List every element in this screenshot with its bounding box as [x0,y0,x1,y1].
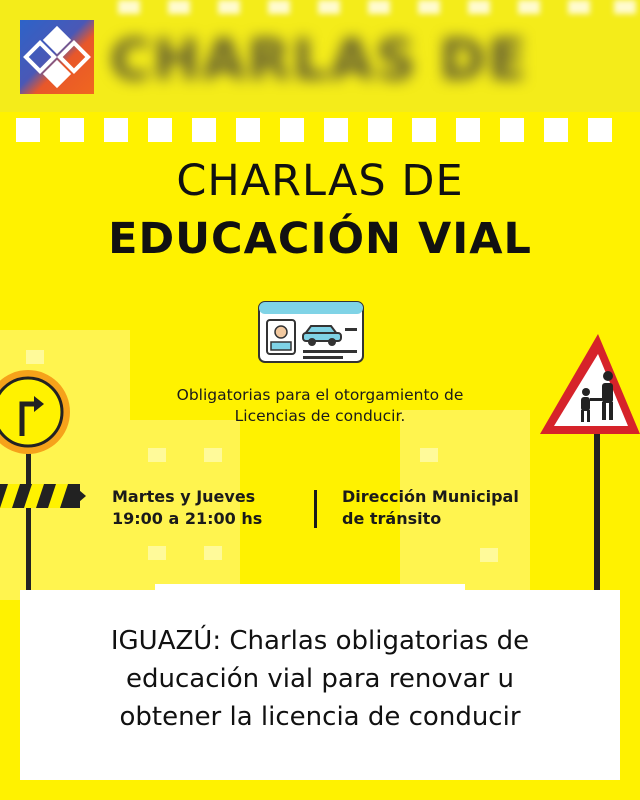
schedule-block [112,486,302,530]
poster-title-line1: CHARLAS DE [176,156,464,206]
background-window [480,548,498,562]
top-lights [0,0,640,20]
subtitle-line2: Licencias de conducir. [234,407,406,425]
turn-right-arrow-sign-icon [0,368,88,598]
background-window [26,350,44,364]
blurred-title: CHARLAS DE [110,28,529,93]
schedule-days: Martes y Jueves [112,487,256,506]
poster-title-line2: EDUCACIÓN VIAL [108,214,532,264]
location-line2: de tránsito [342,509,442,528]
caption-headline [34,622,606,736]
license-card-icon [257,300,365,364]
film-strip-border [0,112,640,148]
background-window [420,448,438,462]
background-window [148,546,166,560]
poster-subtitle [100,385,540,427]
subtitle-line1: Obligatorias para el otorgamiento de [176,386,464,404]
pedestrian-warning-sign-icon [536,332,640,592]
blurred-header [0,0,640,112]
schedule-hours: 19:00 a 21:00 hs [112,509,263,528]
caption-line3: obtener la licencia de conducir [119,702,521,732]
schedule-divider [314,490,317,528]
publisher-logo-icon [20,20,94,94]
background-window [204,448,222,462]
location-line1: Dirección Municipal [342,487,519,506]
barrier-stripes-icon [0,484,86,508]
background-window [204,546,222,560]
caption-line2: educación vial para renovar u [126,664,514,694]
caption-line1: IGUAZÚ: Charlas obligatorias de [110,626,530,656]
background-window [148,448,166,462]
